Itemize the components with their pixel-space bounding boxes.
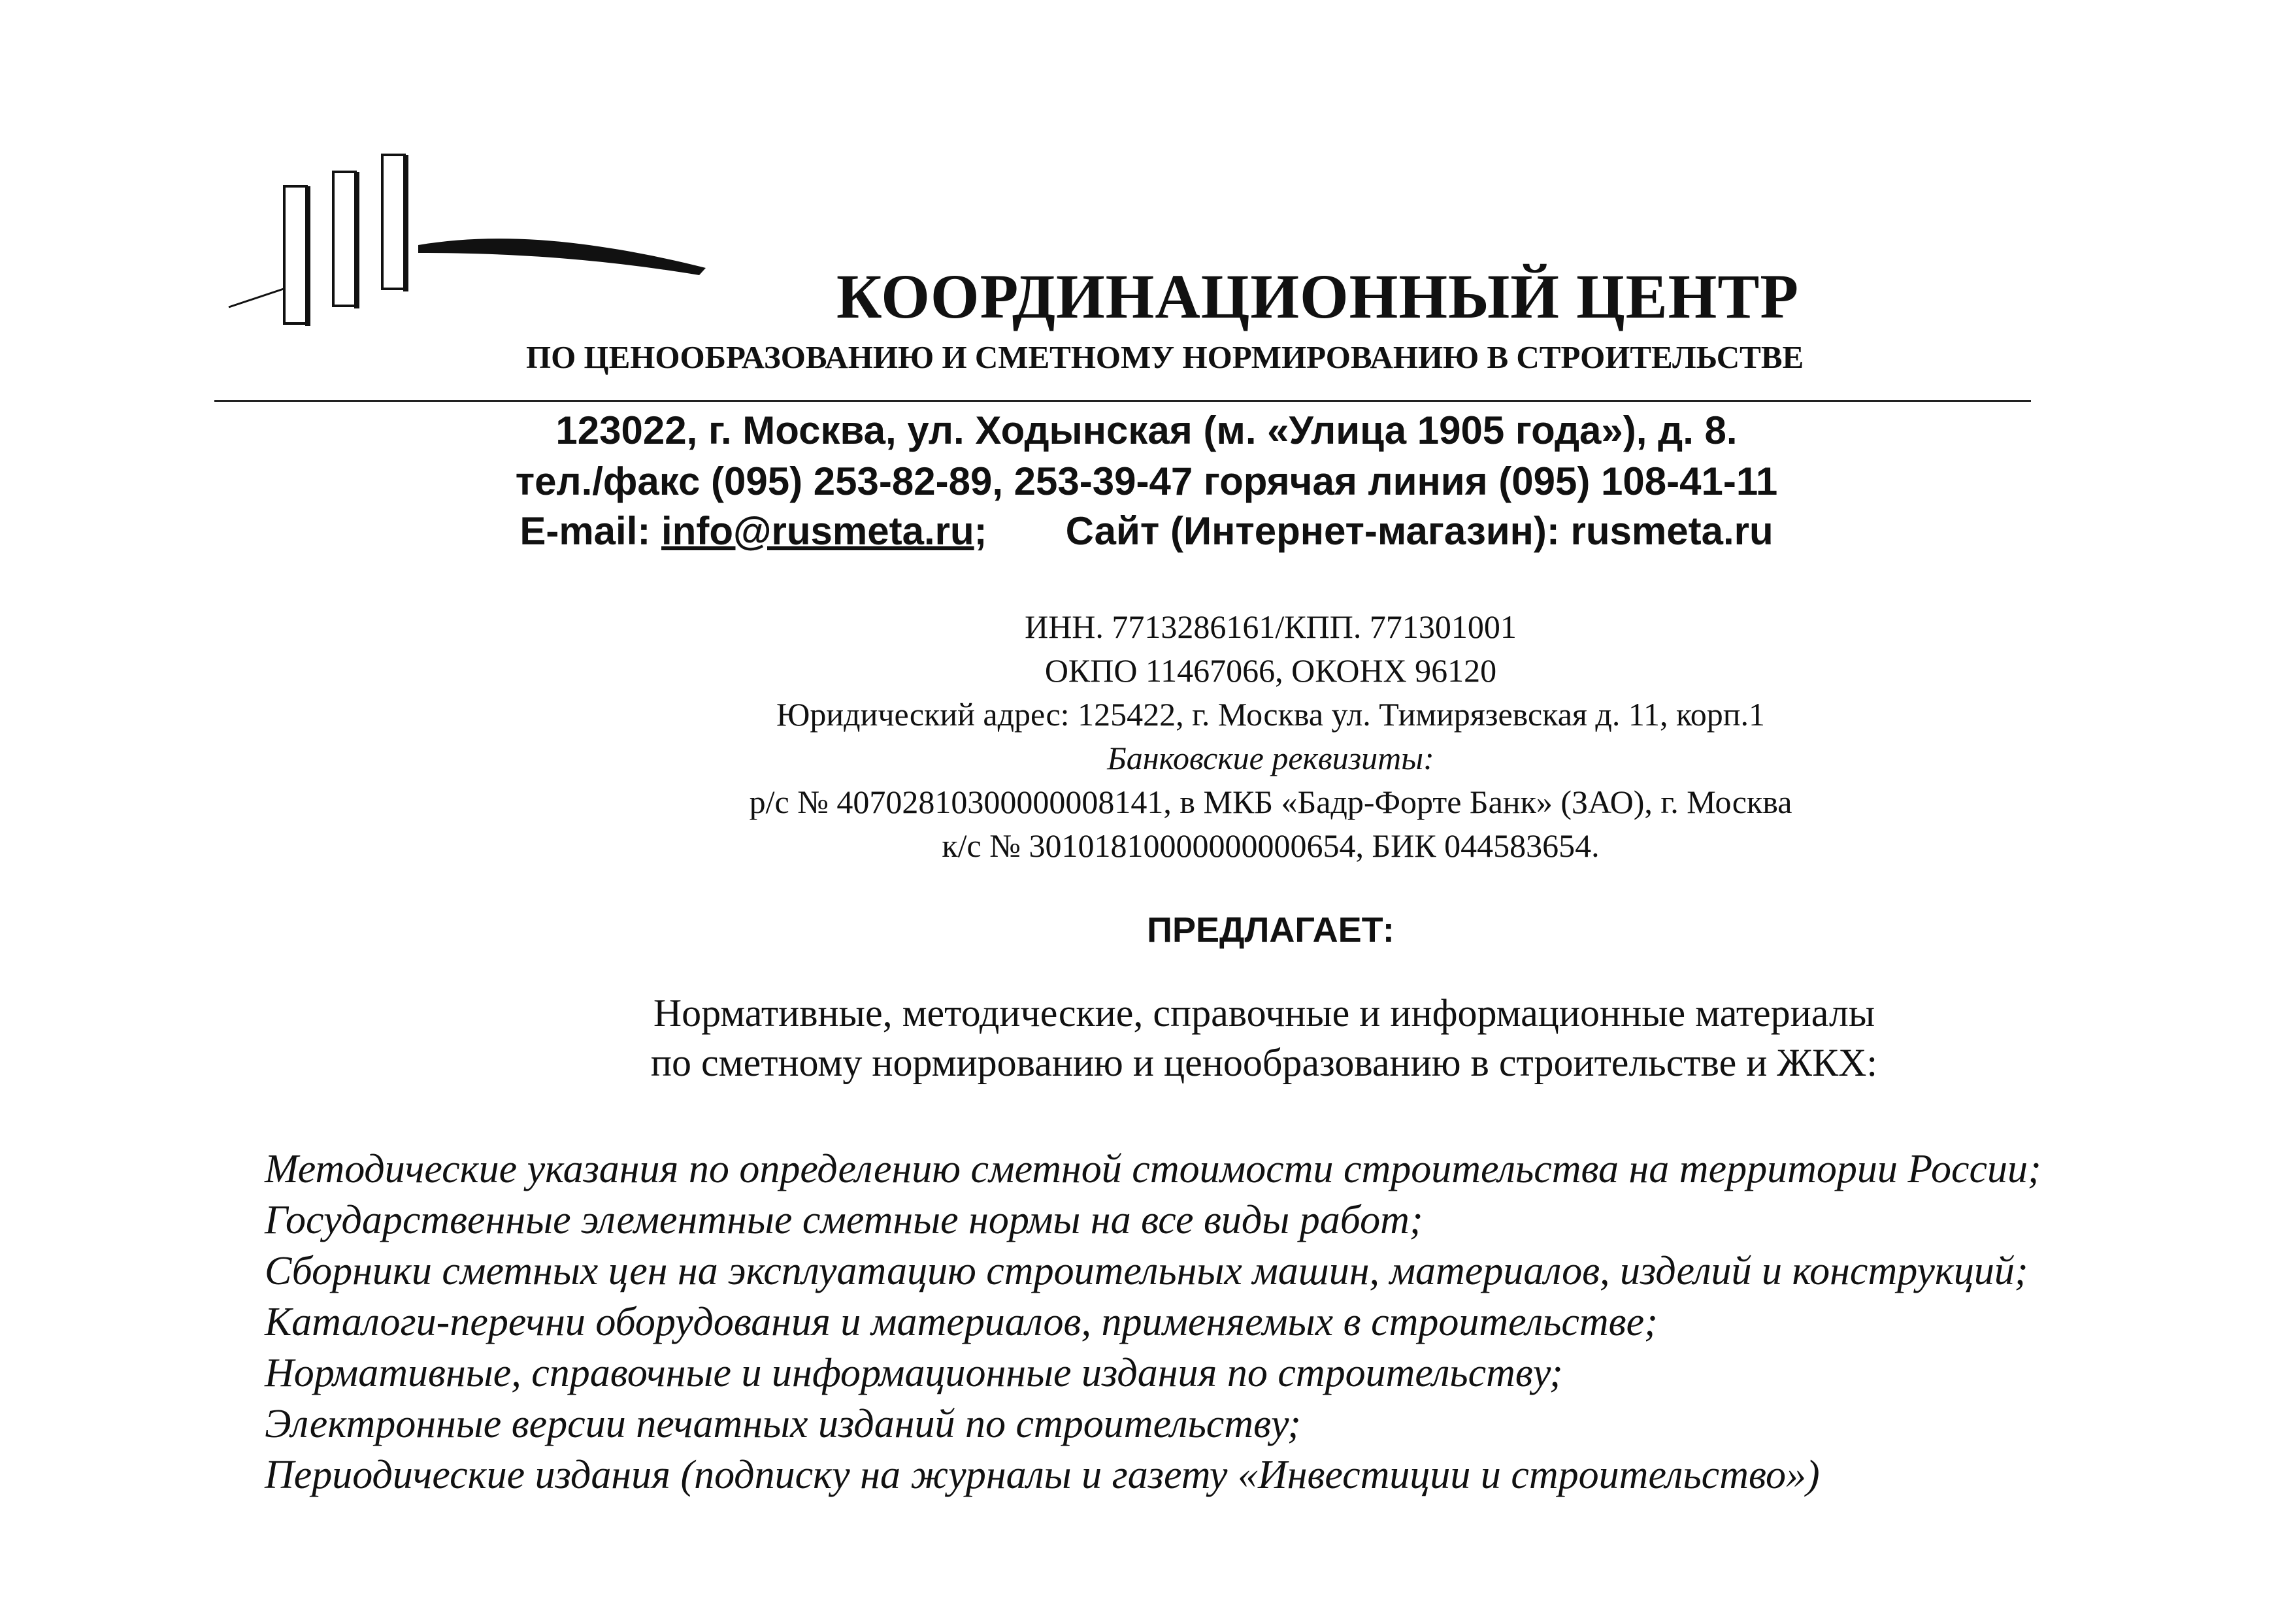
email-link[interactable]: info@rusmeta.ru — [661, 509, 974, 553]
email-separator: ; — [974, 509, 987, 553]
email-label: E-mail: — [520, 509, 651, 553]
contact-email-site — [0, 508, 2293, 554]
list-item: Нормативные, справочные и информационные издания по строительству; — [265, 1351, 1563, 1395]
list-item: Государственные элементные сметные нормы на все виды работ; — [265, 1198, 1423, 1242]
bank-heading: Банковские реквизиты: — [1107, 740, 1434, 776]
company-logo — [222, 147, 719, 337]
list-item: Периодические издания (подписку на журналы и газету «Инвестиции и строительство») — [265, 1453, 1820, 1497]
list-item: Каталоги-перечни оборудования и материалов, применяемых в строительстве; — [265, 1300, 1658, 1344]
org-subtitle: ПО ЦЕНООБРАЗОВАНИЮ И СМЕТНОМУ НОРМИРОВАНИЮ В СТРОИТЕЛЬСТВЕ — [526, 339, 1804, 375]
okpo-okonh: ОКПО 11467066, ОКОНХ 96120 — [1044, 652, 1497, 689]
org-title: КООРДИНАЦИОННЫЙ ЦЕНТР — [836, 261, 1799, 331]
intro-line-2: по сметному нормированию и ценообразованию в строительстве и ЖКХ: — [650, 1041, 1878, 1084]
inn-kpp: ИНН. 7713286161/КПП. 771301001 — [1025, 608, 1517, 645]
contact-address: 123022, г. Москва, ул. Ходынская (м. «Улица 1905 года»), д. 8. — [555, 408, 1738, 452]
offers-heading: ПРЕДЛАГАЕТ: — [1147, 910, 1394, 950]
list-item: Методические указания по определению сметной стоимости строительства на территории России; — [265, 1147, 2041, 1191]
site-info: Сайт (Интернет-магазин): rusmeta.ru — [1065, 509, 1773, 553]
intro-line-1: Нормативные, методические, справочные и информационные материалы — [653, 991, 1875, 1035]
materials-list — [265, 1144, 2041, 1500]
legal-address: Юридический адрес: 125422, г. Москва ул. Тимирязевская д. 11, корп.1 — [776, 696, 1765, 733]
list-item: Электронные версии печатных изданий по строительству; — [265, 1402, 1301, 1446]
contact-phones: тел./факс (095) 253-82-89, 253-39-47 горячая линия (095) 108-41-11 — [515, 459, 1778, 503]
list-item: Сборники сметных цен на эксплуатацию строительных машин, материалов, изделий и конструкций; — [265, 1249, 2028, 1293]
settlement-account: р/с № 40702810300000008141, в МКБ «Бадр-Форте Банк» (ЗАО), г. Москва — [749, 784, 1792, 820]
correspondent-account: к/с № 30101810000000000654, БИК 044583654. — [942, 827, 1600, 864]
header-divider — [214, 400, 2031, 402]
